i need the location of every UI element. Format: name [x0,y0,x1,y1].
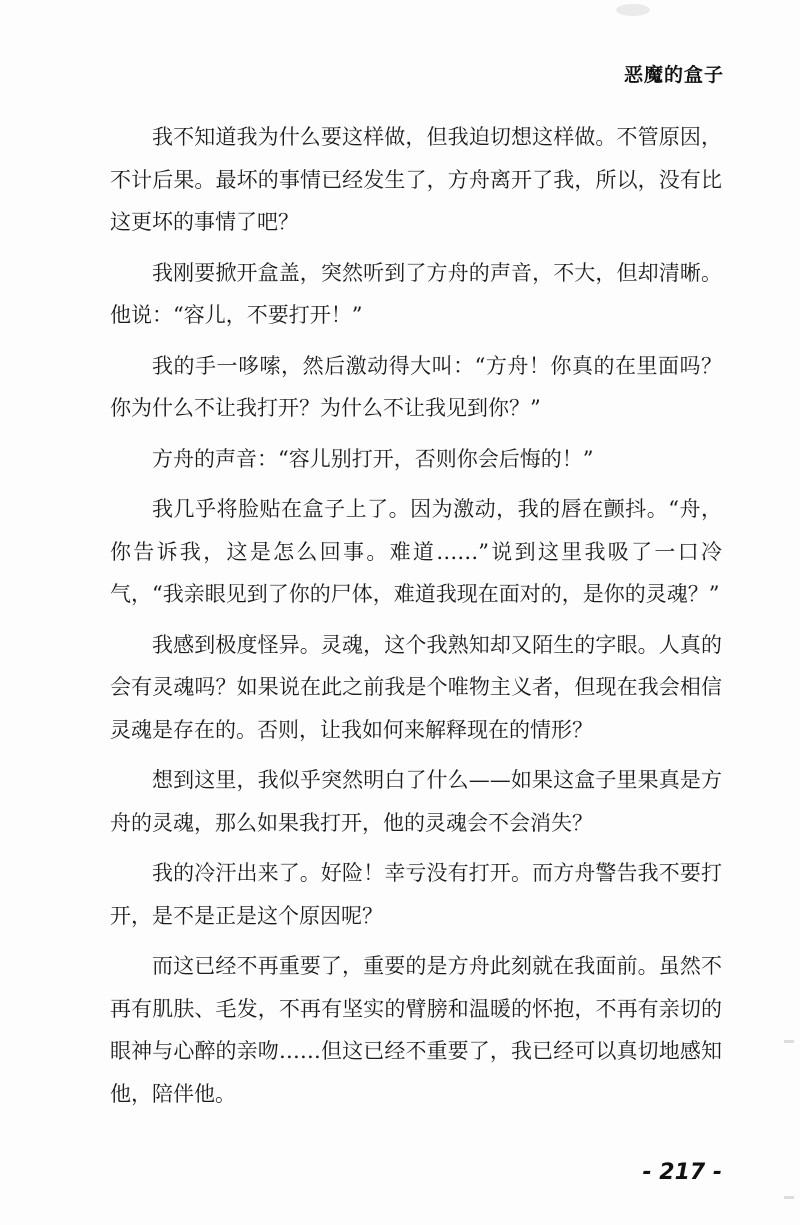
paragraph: 方舟的声音：“容儿别打开，否则你会后悔的！” [152,446,594,471]
paragraph: 我不知道我为什么要这样做，但我迫切想这样做。不管原因，不计后果。最坏的事情已经发生了，方舟离开了我，所以，没有比这更坏的事情了吧？ [110,125,722,234]
paragraph: 我刚要掀开盒盖，突然听到了方舟的声音，不大，但却清晰。他说：“容儿，不要打开！” [110,260,722,327]
paragraph: 我几乎将脸贴在盒子上了。因为激动，我的唇在颤抖。“舟，你告诉我，这是怎么回事。难道……”说到这里我吸了一口冷气，“我亲眼见到了你的尸体，难道我现在面对的，是你的灵魂？” [110,497,722,606]
paragraph: 我的手一哆嗦，然后激动得大叫：“方舟！你真的在里面吗？你为什么不让我打开？为什么不让我见到你？” [110,353,722,420]
body-text [110,116,722,1123]
scan-edge-mark [784,1040,794,1043]
paragraph: 我的冷汗出来了。好险！幸亏没有打开。而方舟警告我不要打开，是不是正是这个原因呢？ [110,861,722,928]
paragraph: 想到这里，我似乎突然明白了什么——如果这盒子里果真是方舟的灵魂，那么如果我打开，他的灵魂会不会消失？ [110,768,722,835]
page-number: - 217 - [642,1160,722,1185]
paragraph: 而这已经不再重要了，重要的是方舟此刻就在我面前。虽然不再有肌肤、毛发，不再有坚实的臂膀和温暖的怀抱，不再有亲切的眼神与心醉的亲吻……但这已经不重要了，我已经可以真切地感知他，陪伴他。 [110,954,722,1106]
running-title: 恶魔的盒子 [623,64,724,86]
scan-smudge [616,4,650,16]
scan-edge-mark [784,1196,794,1199]
paragraph: 我感到极度怪异。灵魂，这个我熟知却又陌生的字眼。人真的会有灵魂吗？如果说在此之前我是个唯物主义者，但现在我会相信灵魂是存在的。否则，让我如何来解释现在的情形？ [110,632,722,742]
